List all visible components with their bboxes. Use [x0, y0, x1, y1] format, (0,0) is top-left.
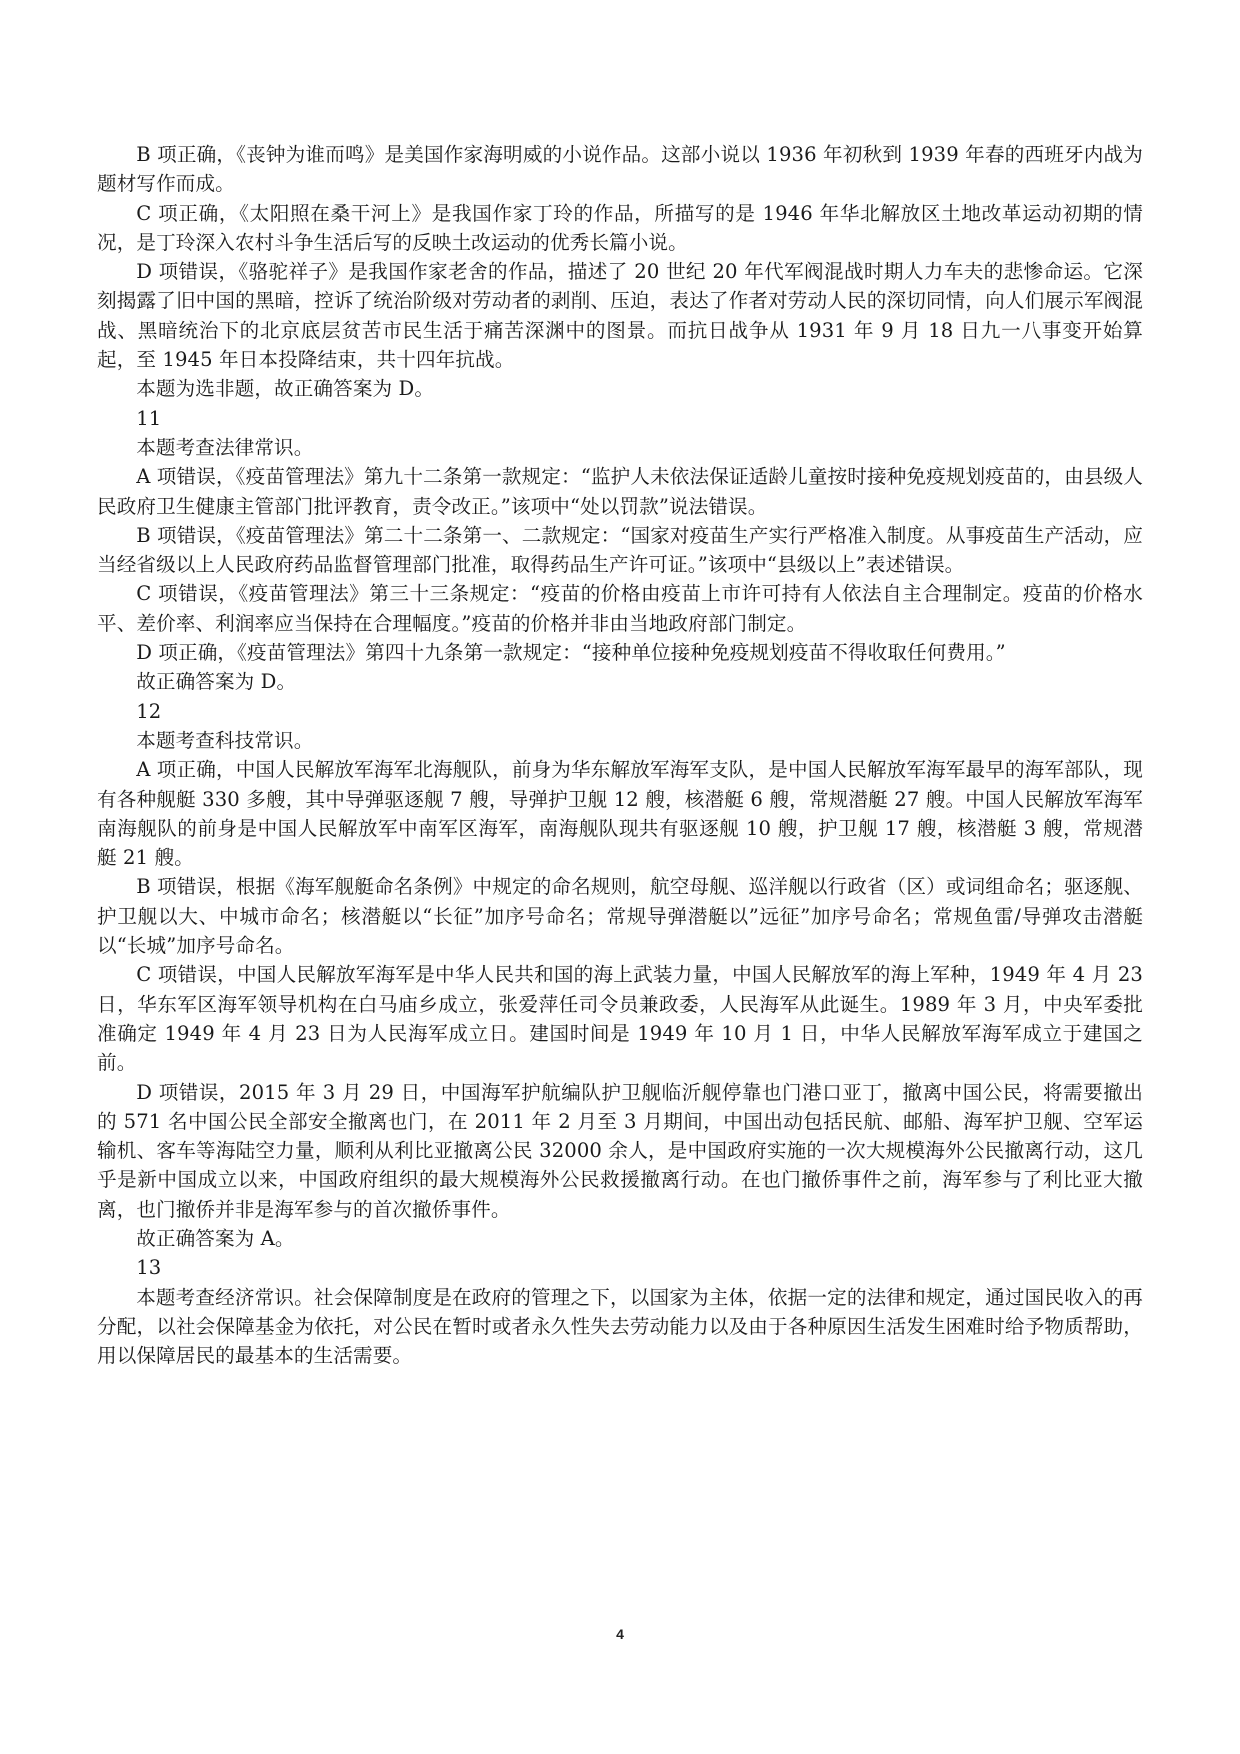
paragraph-q12-option-c: C 项错误，中国人民解放军海军是中华人民共和国的海上武装力量，中国人民解放军的海上军种，1949 年 4 月 23 日，华东军区海军领导机构在白马庙乡成立，张爱萍任司令员兼政委，人民海军从此诞生。1989 年 3 月，中央军委批准确定 1949 年 4 月 23 日为人民海军成立日。建国时间是 1949 年 10 月 1 日，中华人民解放军海军成立于建国之前。: [97, 963, 1143, 1075]
paragraph-answer-q11: 故正确答案为 D。: [136, 670, 297, 694]
paragraph-q11-topic: 本题考查法律常识。: [136, 435, 314, 459]
paragraph-option-c-novel: C 项正确，《太阳照在桑干河上》是我国作家丁玲的作品，所描写的是 1946 年华北解放区土地改革运动初期的情况，是丁玲深入农村斗争生活后写的反映土改运动的优秀长篇小说。: [97, 201, 1143, 254]
paragraph-answer-q10: 本题为选非题，故正确答案为 D。: [136, 377, 435, 401]
question-number-11: 11: [136, 406, 162, 430]
paragraph-q13-explanation: 本题考查经济常识。社会保障制度是在政府的管理之下，以国家为主体，依据一定的法律和规定，通过国民收入的再分配，以社会保障基金为依托，对公民在暂时或者永久性失去劳动能力以及由于各种原因生活发生困难时给予物质帮助，用以保障居民的最基本的生活需要。: [97, 1285, 1143, 1368]
document-body: [97, 140, 1143, 1370]
paragraph-q12-option-a: A 项正确，中国人民解放军海军北海舰队，前身为华东解放军海军支队，是中国人民解放军海军最早的海军部队，现有各种舰艇 330 多艘，其中导弹驱逐舰 7 艘，导弹护卫舰 12 艘，核潜艇 6 艘，常规潜艇 27 艘。中国人民解放军海军南海舰队的前身是中国人民解放军中南军区海军，南海舰队现共有驱逐舰 10 艘，护卫舰 17 艘，核潜艇 3 艘，常规潜艇 21 艘。: [97, 758, 1143, 870]
page-number: 4: [616, 1626, 624, 1642]
question-number-12: 12: [136, 699, 162, 723]
paragraph-answer-q12: 故正确答案为 A。: [136, 1226, 295, 1250]
paragraph-option-b-novel: B 项正确，《丧钟为谁而鸣》是美国作家海明威的小说作品。这部小说以 1936 年初秋到 1939 年春的西班牙内战为题材写作而成。: [97, 143, 1143, 196]
question-number-13: 13: [136, 1256, 162, 1280]
paragraph-q12-topic: 本题考查科技常识。: [136, 728, 314, 752]
paragraph-q11-option-d: D 项正确，《疫苗管理法》第四十九条第一款规定：“接种单位接种免疫规划疫苗不得收取任何费用。”: [136, 641, 1006, 665]
paragraph-q11-option-b: B 项错误，《疫苗管理法》第二十二条第一、二款规定：“国家对疫苗生产实行严格准入制度。从事疫苗生产活动，应当经省级以上人民政府药品监督管理部门批准，取得药品生产许可证。”该项中“县级以上”表述错误。: [97, 523, 1143, 577]
paragraph-q12-option-b: B 项错误，根据《海军舰艇命名条例》中规定的命名规则，航空母舰、巡洋舰以行政省（区）或词组命名；驱逐舰、护卫舰以大、中城市命名；核潜艇以“长征”加序号命名；常规导弹潜艇以”远征”加序号命名；常规鱼雷/导弹攻击潜艇以“长城”加序号命名。: [97, 875, 1143, 958]
paragraph-option-d-novel: D 项错误，《骆驼祥子》是我国作家老舍的作品，描述了 20 世纪 20 年代军阀混战时期人力车夫的悲惨命运。它深刻揭露了旧中国的黑暗，控诉了统治阶级对劳动者的剥削、压迫，表达了作者对劳动人民的深切同情，向人们展示军阀混战、黑暗统治下的北京底层贫苦市民生活于痛苦深渊中的图景。而抗日战争从 1931 年 9 月 18 日九一八事变开始算起，至 1945 年日本投降结束，共十四年抗战。: [97, 260, 1143, 372]
paragraph-q12-option-d: D 项错误，2015 年 3 月 29 日，中国海军护航编队护卫舰临沂舰停靠也门港口亚丁，撤离中国公民，将需要撤出的 571 名中国公民全部安全撤离也门，在 2011 年 2 月至 3 月期间，中国出动包括民航、邮船、海军护卫舰、空军运输机、客车等海陆空力量，顺利从利比亚撤离公民 32000 余人，是中国政府实施的一次大规模海外公民撤离行动，这几乎是新中国成立以来，中国政府组织的最大规模海外公民救援撤离行动。在也门撤侨事件之前，海军参与了利比亚大撤离，也门撤侨并非是海军参与的首次撤侨事件。: [97, 1080, 1143, 1221]
paragraph-q11-option-a: A 项错误，《疫苗管理法》第九十二条第一款规定：“监护人未依法保证适龄儿童按时接种免疫规划疫苗的，由县级人民政府卫生健康主管部门批评教育，责令改正。”该项中“处以罚款”说法错误。: [97, 465, 1143, 518]
paragraph-q11-option-c: C 项错误，《疫苗管理法》第三十三条规定：“疫苗的价格由疫苗上市许可持有人依法自主合理制定。疫苗的价格水平、差价率、利润率应当保持在合理幅度。”疫苗的价格并非由当地政府部门制定。: [97, 582, 1143, 635]
